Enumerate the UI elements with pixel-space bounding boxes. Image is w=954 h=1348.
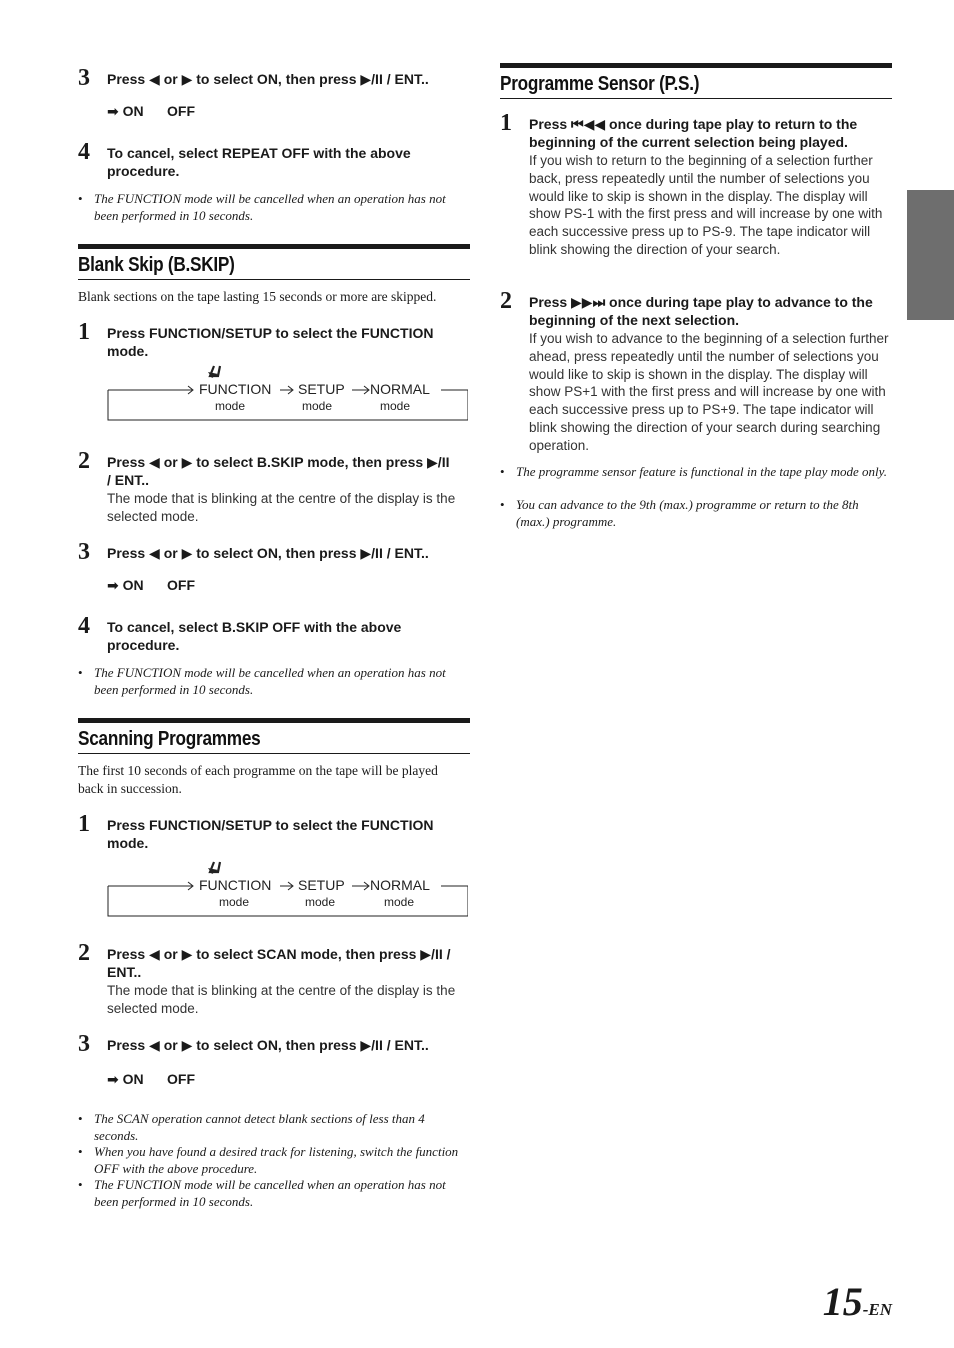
mode-label: FUNCTION [199, 381, 272, 397]
note-text: The FUNCTION mode will be cancelled when an operation has not been performed in 10 seconds. [94, 191, 446, 223]
note-text: The programme sensor feature is functional in the tape play mode only. [516, 464, 887, 479]
step-number: 2 [78, 448, 90, 474]
note-text: The SCAN operation cannot detect blank sections of less than 4 seconds. [94, 1111, 425, 1143]
note: • When you have found a desired track for listening, switch the function OFF with the above procedure. [78, 1144, 459, 1176]
step-number: 2 [500, 288, 512, 314]
step-body: If you wish to advance to the beginning of a selection further ahead, press repeatedly until the number of selections you would like to skip is shown in the display. The display will show PS+1 with the first press and will increase by one with each successive press up to PS+9. The tape indicator will blink showing the direction of your search during searching operation. [529, 331, 889, 453]
section-title: Programme Sensor (P.S.) [500, 73, 700, 95]
step-instruction: Press FUNCTION/SETUP to select the FUNCTION mode. [107, 817, 434, 851]
section-heading [500, 63, 892, 99]
step-body: If you wish to return to the beginning of a selection further back, press repeatedly until the number of selections you would like to skip is shown in the display. The display will show PS-1 with the first press and will increase by one with each successive press up to PS-9. The tape indicator will blink showing the direction of your search. [529, 153, 883, 257]
note: • The FUNCTION mode will be cancelled when an operation has not been performed in 10 seconds. [78, 665, 446, 697]
mode-label: SETUP [298, 877, 345, 893]
mode-label: SETUP [298, 381, 345, 397]
step-number: 3 [78, 65, 90, 91]
note-text: The FUNCTION mode will be cancelled when an operation has not been performed in 10 seconds. [94, 665, 446, 697]
step-number: 2 [78, 940, 90, 966]
note: • The FUNCTION mode will be cancelled when an operation has not been performed in 10 seconds. [78, 1177, 446, 1209]
step-instruction: Press ◀ or ▶ to select B.SKIP mode, then press ▶/II / ENT.. [107, 454, 450, 488]
step-instruction: To cancel, select B.SKIP OFF with the above procedure. [107, 619, 402, 653]
mode-sublabel: mode [215, 399, 246, 413]
step-number: 4 [78, 613, 90, 639]
section-title: Scanning Programmes [78, 728, 261, 750]
step-instruction: Press ▶▶⏭ once during tape play to advance to the beginning of the next selection. [529, 294, 873, 328]
mode-label: NORMAL [370, 381, 430, 397]
step-number: 1 [500, 110, 512, 136]
step-instruction: Press ⏮◀◀ once during tape play to return to the beginning of the current selection being played. [529, 116, 858, 150]
page-number [823, 1278, 892, 1325]
step-instruction: Press ◀ or ▶ to select ON, then press ▶/II / ENT.. [107, 545, 429, 561]
on-option: ➡ ON [107, 103, 144, 119]
off-option: OFF [167, 577, 195, 593]
off-option: OFF [167, 103, 195, 119]
step-body: The mode that is blinking at the centre of the display is the selected mode. [107, 491, 456, 524]
section-heading [78, 718, 470, 754]
section-intro: The first 10 seconds of each programme on the tape will be played back in succession. [78, 763, 438, 796]
mode-sublabel: mode [219, 895, 250, 909]
step-number: 3 [78, 539, 90, 565]
step-instruction: To cancel, select REPEAT OFF with the above procedure. [107, 145, 411, 179]
mode-label: NORMAL [370, 877, 430, 893]
step-number: 1 [78, 319, 90, 345]
mode-sublabel: mode [380, 399, 411, 413]
note: • The FUNCTION mode will be cancelled when an operation has not been performed in 10 seconds. [78, 191, 446, 223]
mode-sublabel: mode [302, 399, 333, 413]
page-number-value: 15 [822, 1279, 863, 1324]
side-tab-marker [907, 190, 954, 320]
section-intro: Blank sections on the tape lasting 15 seconds or more are skipped. [78, 289, 437, 304]
step-number: 4 [78, 139, 90, 165]
mode-diagram [106, 858, 468, 926]
step-body: The mode that is blinking at the centre of the display is the selected mode. [107, 983, 456, 1016]
step-number: 1 [78, 811, 90, 837]
mode-sublabel: mode [305, 895, 336, 909]
note: • The programme sensor feature is functional in the tape play mode only. [500, 464, 887, 479]
on-option: ➡ ON [107, 1071, 144, 1087]
mode-sublabel: mode [384, 895, 415, 909]
step-instruction: Press ◀ or ▶ to select SCAN mode, then press ▶/II / ENT.. [107, 946, 451, 980]
mode-diagram [106, 362, 468, 430]
step-instruction: Press FUNCTION/SETUP to select the FUNCTION mode. [107, 325, 434, 359]
section-heading [78, 244, 470, 280]
note-text: You can advance to the 9th (max.) programme or return to the 8th (max.) programme. [516, 497, 859, 529]
mode-label: FUNCTION [199, 877, 272, 893]
note: • You can advance to the 9th (max.) programme or return to the 8th (max.) programme. [500, 497, 859, 529]
section-title: Blank Skip (B.SKIP) [78, 254, 235, 276]
page-language-suffix: -EN [862, 1300, 892, 1319]
step-instruction: Press ◀ or ▶ to select ON, then press ▶/II / ENT.. [107, 1037, 429, 1053]
note-text: The FUNCTION mode will be cancelled when an operation has not been performed in 10 seconds. [94, 1177, 446, 1209]
note: • The SCAN operation cannot detect blank sections of less than 4 seconds. [78, 1111, 425, 1143]
on-option: ➡ ON [107, 577, 144, 593]
note-text: When you have found a desired track for listening, switch the function OFF with the above procedure. [94, 1144, 459, 1176]
step-number: 3 [78, 1031, 90, 1057]
step-instruction: Press ◀ or ▶ to select ON, then press ▶/II / ENT.. [107, 71, 429, 87]
off-option: OFF [167, 1071, 195, 1087]
